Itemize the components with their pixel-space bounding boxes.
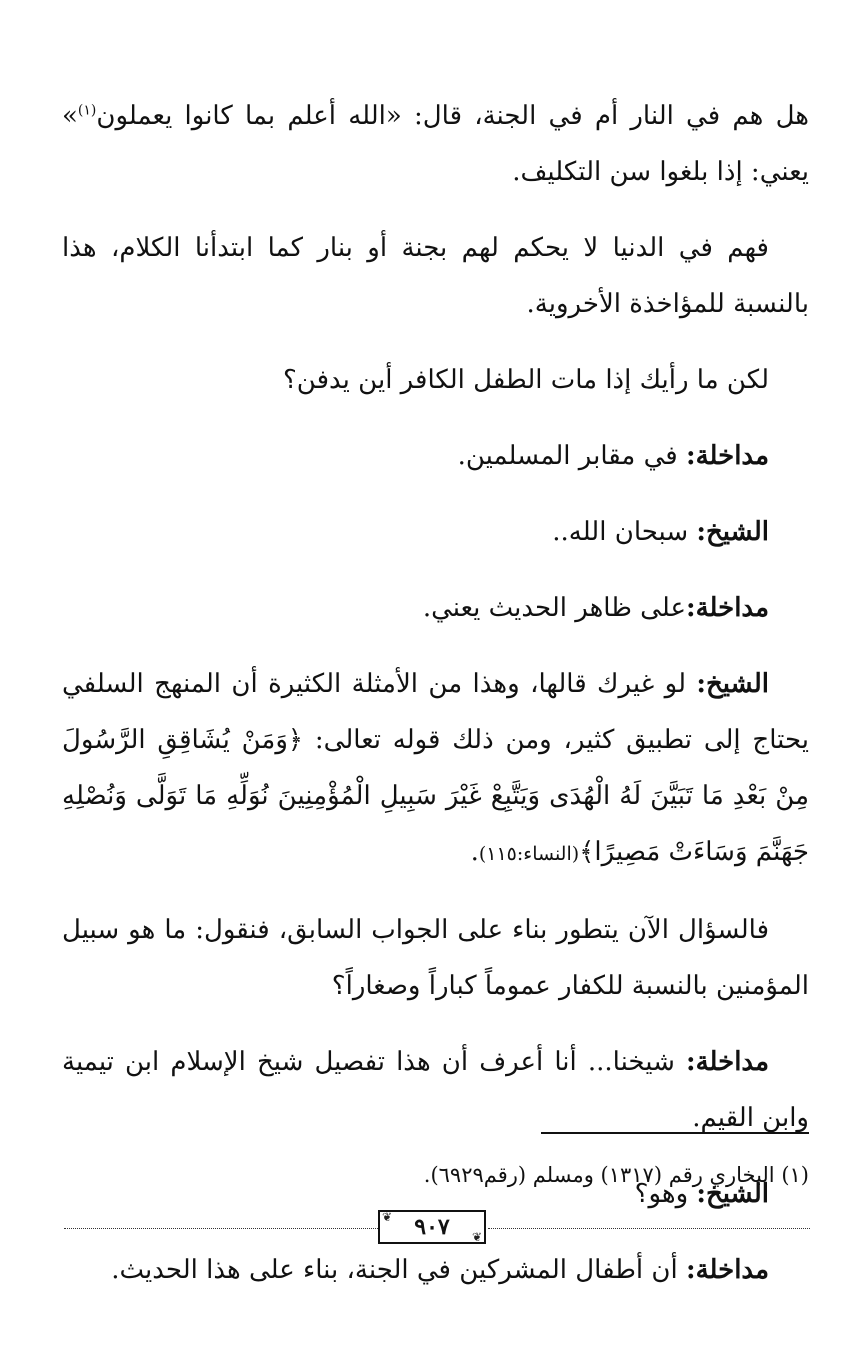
- paragraph-7: [62, 656, 809, 882]
- paragraph-end: .: [470, 837, 479, 867]
- paragraph-3: [62, 352, 809, 408]
- paragraph-11: [62, 1242, 809, 1298]
- paragraph-text: » يعني: إذا بلغوا سن التكليف.: [62, 101, 809, 187]
- paragraph-text: شيخنا... أنا أعرف أن هذا تفصيل شيخ الإسلام ابن تيمية وابن القيم.: [62, 1047, 809, 1133]
- paragraph-2: [62, 220, 809, 332]
- paragraph-6: [62, 580, 809, 636]
- paragraph-text: على ظاهر الحديث يعني.: [422, 593, 686, 623]
- corner-ornament-icon: ❦: [382, 1210, 393, 1224]
- corner-ornament-icon: ❦: [471, 1230, 482, 1244]
- verse-reference: (النساء:١١٥): [478, 843, 580, 865]
- footer-dotted-line-right: [488, 1228, 810, 1229]
- speaker-label: الشيخ:: [696, 669, 769, 699]
- footer-dotted-line-left: [64, 1228, 380, 1229]
- footnote-divider: [541, 1132, 809, 1134]
- paragraph-text: في مقابر المسلمين.: [457, 441, 686, 471]
- paragraph-8: [62, 902, 809, 1014]
- paragraph-5: [62, 504, 809, 560]
- paragraph-text: لكن ما رأيك إذا مات الطفل الكافر أين يدفن؟: [283, 365, 769, 395]
- paragraph-text: لو غيرك قالها، وهذا من الأمثلة الكثيرة أن المنهج السلفي يحتاج إلى تطبيق كثير، ومن ذلك قوله تعالى:: [62, 669, 809, 755]
- paragraph-text: فالسؤال الآن يتطور بناء على الجواب السابق، فنقول: ما هو سبيل المؤمنين بالنسبة للكفار عموماً كباراً وصغاراً؟: [62, 915, 809, 1001]
- footnote-reference[interactable]: (١): [77, 102, 97, 119]
- speaker-label: مداخلة:: [685, 1047, 769, 1077]
- speaker-label: الشيخ:: [696, 517, 769, 547]
- paragraph-text: فهم في الدنيا لا يحكم لهم بجنة أو بنار كما ابتدأنا الكلام، هذا بالنسبة للمؤاخذة الأخروية.: [62, 233, 809, 319]
- paragraph-text: وهو؟: [634, 1179, 697, 1209]
- paragraph-text: أن أطفال المشركين في الجنة، بناء على هذا الحديث.: [111, 1255, 686, 1285]
- paragraph-text: سبحان الله..: [552, 517, 697, 547]
- speaker-label: مداخلة:: [685, 441, 769, 471]
- page-number: ٩٠٧: [414, 1214, 450, 1240]
- speaker-label: مداخلة:: [685, 1255, 769, 1285]
- page-number-frame: [378, 1210, 486, 1244]
- quran-verse: ﴿وَمَنْ يُشَاقِقِ الرَّسُولَ مِنْ بَعْدِ مَا تَبَيَّنَ لَهُ الْهُدَى وَيَتَّبِعْ غَيْرَ سَبِيلِ الْمُؤْمِنِينَ نُوَلِّهِ مَا تَوَلَّى وَنُصْلِهِ جَهَنَّمَ وَسَاءَتْ مَصِيرًا﴾: [62, 725, 809, 867]
- paragraph-text: هل هم في النار أم في الجنة، قال: «الله أعلم بما كانوا يعملون: [96, 101, 809, 131]
- speaker-label: مداخلة:: [685, 593, 769, 623]
- paragraph-4: [62, 428, 809, 484]
- footnote: (١) البخاري رقم (١٣١٧) ومسلم (رقم٦٩٢٩).: [423, 1163, 809, 1187]
- paragraph-9: [62, 1034, 809, 1146]
- paragraph-1: [62, 88, 809, 200]
- speaker-label: الشيخ:: [696, 1179, 769, 1209]
